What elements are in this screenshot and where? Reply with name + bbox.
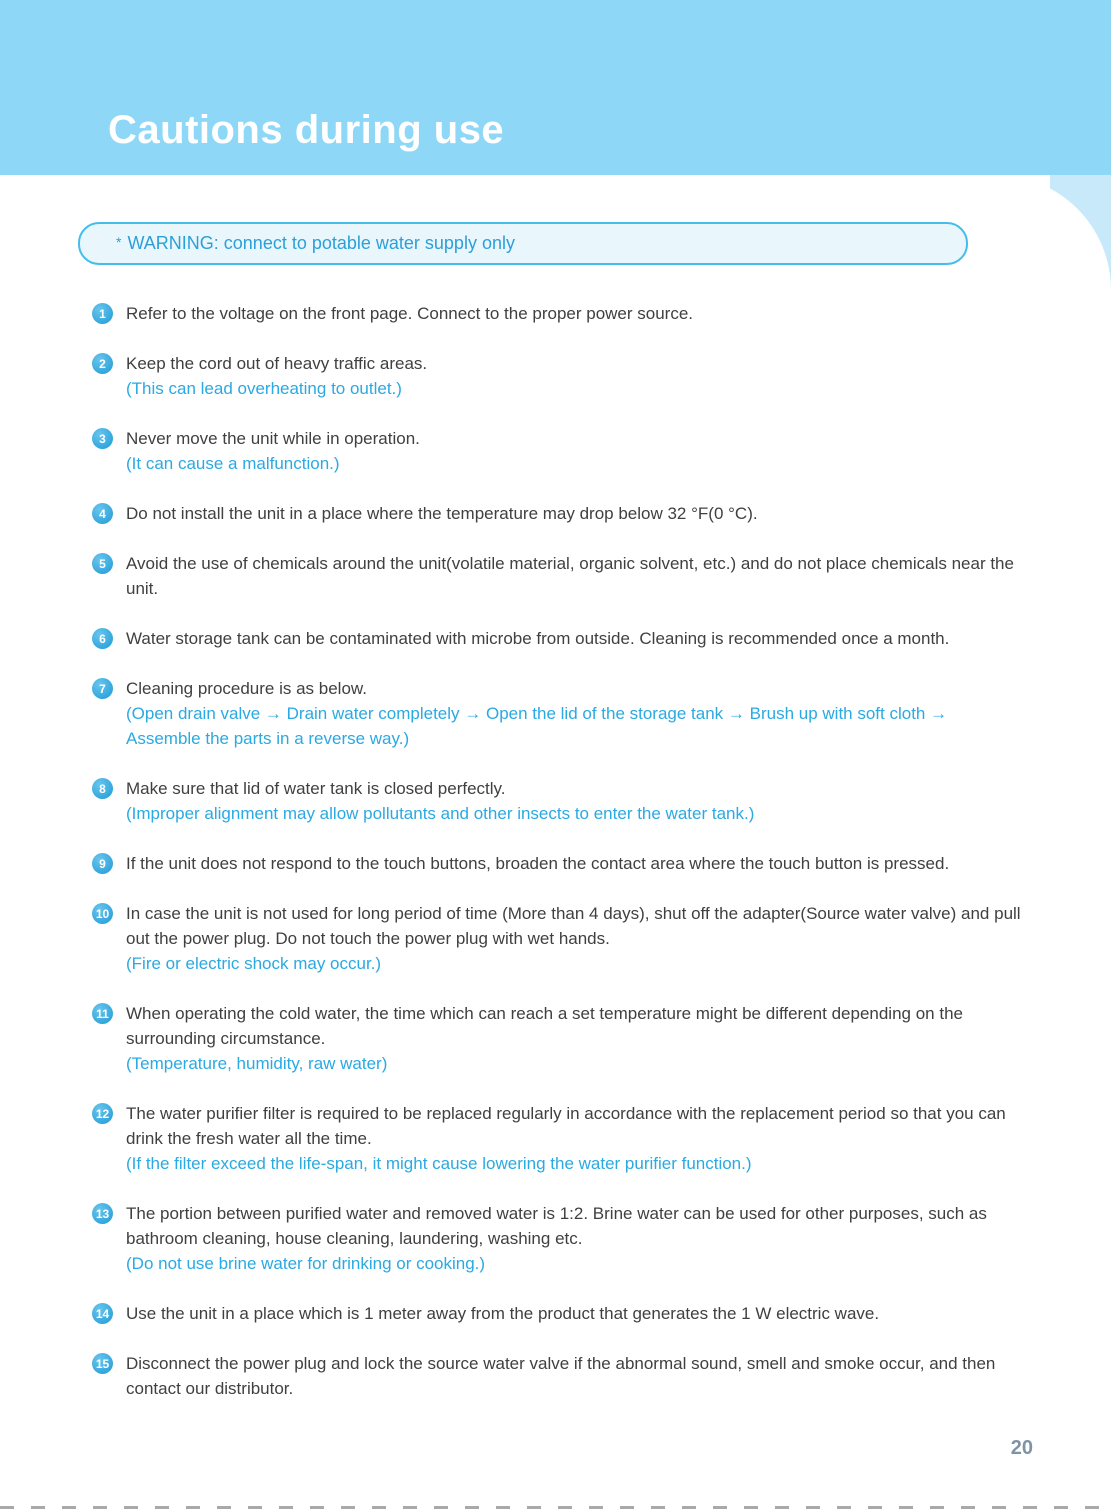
caution-item-13 (92, 1201, 1022, 1276)
item-text: Avoid the use of chemicals around the unit(volatile material, organic solvent, etc.) and do not place chemicals near the unit. (126, 554, 1014, 598)
item-text: The water purifier filter is required to be replaced regularly in accordance with the replacement period so that you can drink the fresh water all the time. (126, 1104, 1006, 1148)
page-number: 20 (1010, 1437, 1033, 1459)
warning-text: WARNING: connect to potable water supply only (127, 233, 515, 253)
caution-item-14 (92, 1301, 1022, 1326)
item-text: Cleaning procedure is as below. (126, 679, 367, 698)
item-number-badge: 3 (92, 428, 113, 449)
caution-list (0, 301, 1111, 1401)
item-number-badge: 4 (92, 503, 113, 524)
caution-item-7 (92, 676, 1022, 751)
item-note: (Temperature, humidity, raw water) (126, 1054, 388, 1073)
caution-item-11 (92, 1001, 1022, 1076)
caution-item-1 (92, 301, 1022, 326)
content-area (0, 175, 1111, 1512)
item-number-badge: 9 (92, 853, 113, 874)
item-note: (This can lead overheating to outlet.) (126, 379, 402, 398)
caution-item-12 (92, 1101, 1022, 1176)
item-number-badge: 1 (92, 303, 113, 324)
header-band (0, 0, 1111, 175)
item-note: (Open drain valve → Drain water completely → Open the lid of the storage tank → Brush up with soft cloth → Assemble the parts in a reverse way.) (126, 704, 948, 748)
caution-item-10 (92, 901, 1022, 976)
item-text: When operating the cold water, the time which can reach a set temperature might be different depending on the surrounding circumstance. (126, 1004, 963, 1048)
caution-item-15 (92, 1351, 1022, 1401)
item-note: (Fire or electric shock may occur.) (126, 954, 382, 973)
item-note: (Improper alignment may allow pollutants and other insects to enter the water tank.) (126, 804, 755, 823)
item-number-badge: 13 (92, 1203, 113, 1224)
item-text: The portion between purified water and removed water is 1:2. Brine water can be used for other purposes, such as bathroom cleaning, house cleaning, laundering, washing etc. (126, 1204, 987, 1248)
page-title: Cautions during use (108, 108, 505, 152)
caution-item-6 (92, 626, 1022, 651)
item-number-badge: 2 (92, 353, 113, 374)
item-text: Refer to the voltage on the front page. Connect to the proper power source. (126, 304, 694, 323)
item-number-badge: 10 (92, 903, 113, 924)
item-number-badge: 14 (92, 1303, 113, 1324)
item-text: In case the unit is not used for long period of time (More than 4 days), shut off the adapter(Source water valve) and pull out the power plug. Do not touch the power plug with wet hands. (126, 904, 1021, 948)
caution-item-4 (92, 501, 1022, 526)
item-text: Never move the unit while in operation. (126, 429, 420, 448)
item-text: Do not install the unit in a place where the temperature may drop below 32 °F(0 °C). (126, 504, 758, 523)
asterisk-mark: * (116, 233, 122, 250)
warning-box (78, 222, 968, 265)
caution-item-5 (92, 551, 1022, 601)
item-text: Water storage tank can be contaminated with microbe from outside. Cleaning is recommended once a month. (126, 629, 950, 648)
item-number-badge: 6 (92, 628, 113, 649)
caution-item-8 (92, 776, 1022, 826)
caution-item-2 (92, 351, 1022, 401)
item-number-badge: 12 (92, 1103, 113, 1124)
caution-item-9 (92, 851, 1022, 876)
item-number-badge: 11 (92, 1003, 113, 1024)
item-note: (Do not use brine water for drinking or cooking.) (126, 1254, 486, 1273)
item-number-badge: 5 (92, 553, 113, 574)
bottom-crop-marks (0, 1506, 1111, 1509)
item-note: (If the filter exceed the life-span, it might cause lowering the water purifier function.) (126, 1154, 752, 1173)
item-text: Keep the cord out of heavy traffic areas. (126, 354, 428, 373)
item-text: If the unit does not respond to the touch buttons, broaden the contact area where the touch button is pressed. (126, 854, 950, 873)
item-text: Make sure that lid of water tank is closed perfectly. (126, 779, 506, 798)
item-text: Disconnect the power plug and lock the source water valve if the abnormal sound, smell and smoke occur, and then contact our distributor. (126, 1354, 996, 1398)
caution-item-3 (92, 426, 1022, 476)
item-number-badge: 15 (92, 1353, 113, 1374)
item-text: Use the unit in a place which is 1 meter away from the product that generates the 1 W electric wave. (126, 1304, 880, 1323)
item-number-badge: 8 (92, 778, 113, 799)
item-number-badge: 7 (92, 678, 113, 699)
item-note: (It can cause a malfunction.) (126, 454, 340, 473)
